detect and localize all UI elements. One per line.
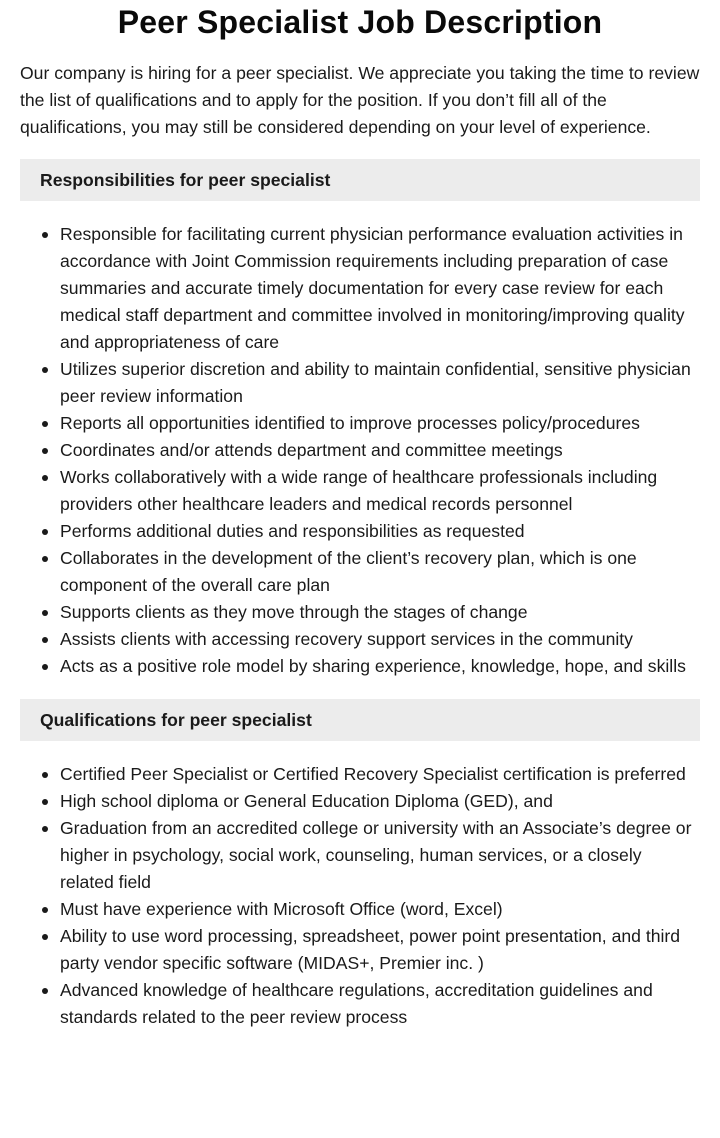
list-item: Ability to use word processing, spreadsheet, power point presentation, and third party vendor specific software (MIDAS+, Premier inc. ) [60, 923, 700, 977]
list-item: Graduation from an accredited college or university with an Associate’s degree or higher in psychology, social work, counseling, human services, or a closely related field [60, 815, 700, 896]
list-item: Assists clients with accessing recovery support services in the community [60, 626, 700, 653]
page-title: Peer Specialist Job Description [117, 4, 603, 40]
qualifications-heading: Qualifications for peer specialist [20, 699, 700, 741]
list-item: Reports all opportunities identified to improve processes policy/procedures [60, 410, 700, 437]
list-item: Certified Peer Specialist or Certified Recovery Specialist certification is preferred [60, 761, 700, 788]
list-item: Responsible for facilitating current physician performance evaluation activities in accordance with Joint Commission requirements including preparation of case summaries and accurate timely documentation for every case review for each medical staff department and committee involved in monitoring/improving quality and appropriateness of care [60, 221, 700, 356]
list-item: Utilizes superior discretion and ability to maintain confidential, sensitive physician peer review information [60, 356, 700, 410]
list-item: Coordinates and/or attends department and committee meetings [60, 437, 700, 464]
list-item: Must have experience with Microsoft Office (word, Excel) [60, 896, 700, 923]
qualifications-section [20, 699, 700, 1031]
list-item: Supports clients as they move through the stages of change [60, 599, 700, 626]
responsibilities-heading: Responsibilities for peer specialist [20, 159, 700, 201]
list-item: High school diploma or General Education Diploma (GED), and [60, 788, 700, 815]
list-item: Performs additional duties and responsibilities as requested [60, 518, 700, 545]
list-item: Works collaboratively with a wide range of healthcare professionals including providers other healthcare leaders and medical records personnel [60, 464, 700, 518]
list-item: Advanced knowledge of healthcare regulations, accreditation guidelines and standards related to the peer review process [60, 977, 700, 1031]
intro-paragraph: Our company is hiring for a peer specialist. We appreciate you taking the time to review the list of qualifications and to apply for the position. If you don’t fill all of the qualifications, you may still be considered depending on your level of experience. [20, 63, 700, 137]
qualifications-list [20, 761, 700, 1031]
responsibilities-section [20, 159, 700, 680]
list-item: Collaborates in the development of the client’s recovery plan, which is one component of the overall care plan [60, 545, 700, 599]
list-item: Acts as a positive role model by sharing experience, knowledge, hope, and skills [60, 653, 700, 680]
responsibilities-list [20, 221, 700, 680]
